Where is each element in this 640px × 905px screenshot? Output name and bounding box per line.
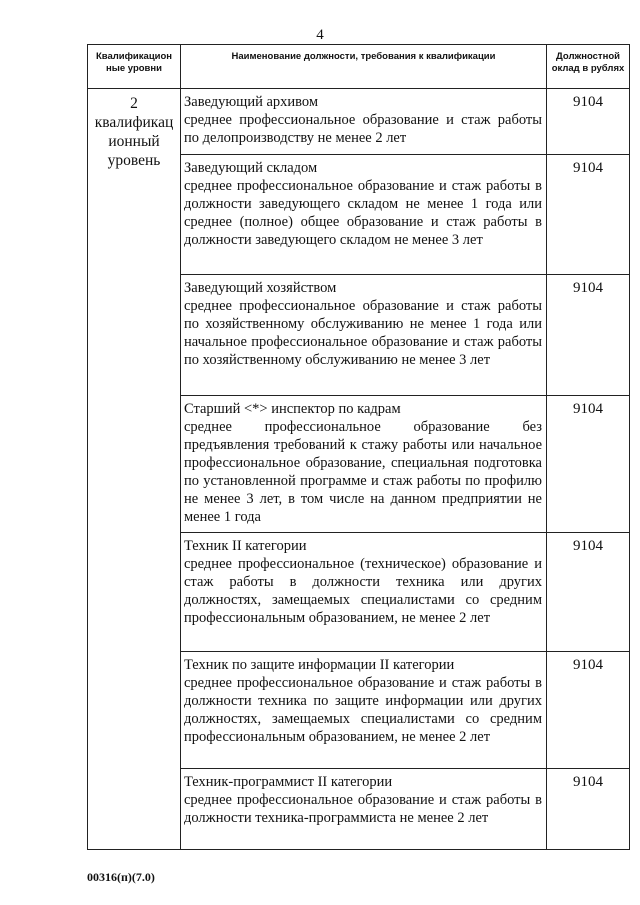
qualification-table [87,44,630,850]
position-requirements: среднее профессиональное образование и стаж работы в должности техника-программиста не менее 2 лет [184,792,542,826]
document-code: 00316(п)(7.0) [87,870,155,884]
salary-cell: 9104 [573,94,603,110]
position-requirements: среднее профессиональное образование без предъявления требований к стажу работы или начальное профессиональное образование, специальная подготовка по установленной программе и стаж работы по профилю не менее 3 лет, в том числе на данном предприятии не менее 1 года [184,419,542,525]
position-title: Заведующий хозяйством [184,280,337,296]
position-cell [181,396,547,532]
salary-cell: 9104 [573,401,603,417]
table-row [181,396,629,533]
table-row [181,533,629,652]
position-cell [181,89,547,154]
salary-cell: 9104 [573,160,603,176]
table-body [88,89,629,849]
header-position: Наименование должности, требования к квалификации [181,45,547,88]
salary-cell: 9104 [573,774,603,790]
page-number: 4 [316,27,324,43]
level-text: квалификац ионный уровень [94,114,174,169]
salary-cell: 9104 [573,657,603,673]
position-requirements: среднее профессиональное образование и стаж работы в должности заведующего складом не менее 1 года или среднее (полное) общее образование и стаж работы в должности заведующего складом не менее 3 лет [184,178,542,248]
header-salary: Должностной оклад в рублях [551,51,625,74]
salary-cell: 9104 [573,280,603,296]
position-cell [181,769,547,849]
level-number: 2 [130,95,138,112]
position-cell [181,275,547,395]
position-cell [181,155,547,274]
position-cell [181,533,547,651]
header-level: Квалификацион ные уровни [88,45,181,88]
table-row [181,652,629,769]
position-title: Заведующий архивом [184,94,319,110]
position-requirements: среднее профессиональное образование и стаж работы в должности техника по защите информации или других должностях, замещаемых специалистами со средним профессиональным образованием, не менее 2 лет [184,675,542,745]
position-title: Техник II категории [184,538,307,554]
position-list [181,89,629,849]
table-header [88,45,629,89]
position-title: Техник-программист II категории [184,774,393,790]
position-requirements: среднее профессиональное образование и стаж работы по хозяйственному обслуживанию не менее 1 года или начальное профессиональное образование и стаж работы по хозяйственному обслуживанию не менее 3 лет [184,298,542,368]
salary-cell: 9104 [573,538,603,554]
position-requirements: среднее профессиональное образование и стаж работы по делопроизводству не менее 2 лет [184,112,542,146]
table-row [181,155,629,275]
position-title: Заведующий складом [184,160,318,176]
position-requirements: среднее профессиональное (техническое) образование и стаж работы в должности техника или других должностях, замещаемых специалистами со средним профессиональным образованием, не менее 2 лет [184,556,542,626]
table-row [181,89,629,155]
position-title: Техник по защите информации II категории [184,657,455,673]
position-title: Старший <*> инспектор по кадрам [184,401,401,417]
qualification-level-cell [88,89,181,849]
table-row [181,275,629,396]
position-cell [181,652,547,768]
table-row [181,769,629,849]
